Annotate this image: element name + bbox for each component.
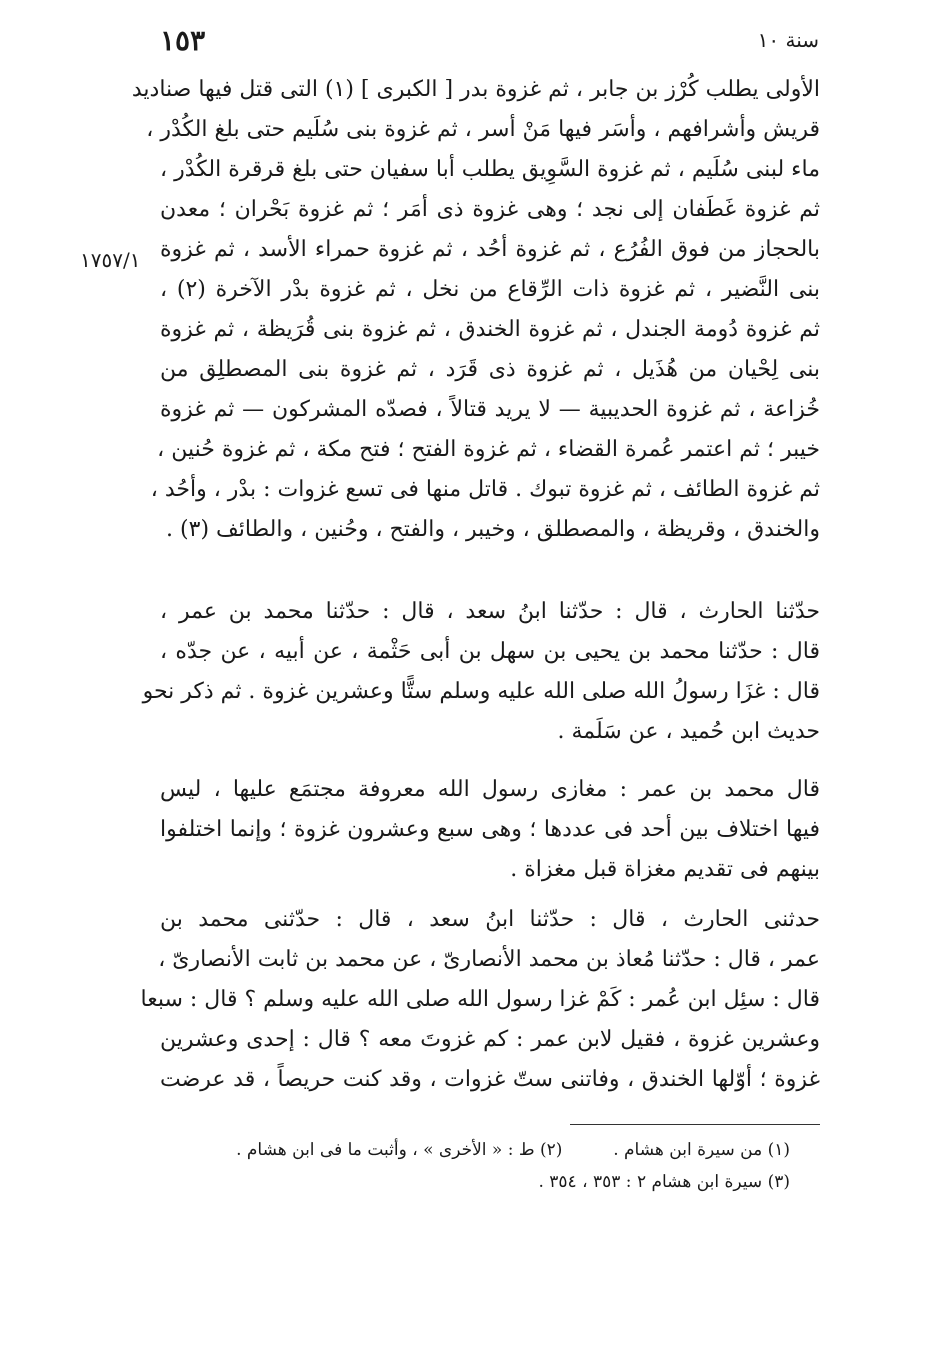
running-header-year: سنة ١٠ [757,28,819,52]
page-number: ١٥٣ [160,24,206,57]
text-line: غزوة ؛ أوّلها الخندق ، وفاتنى ستّ غزوات ، وقد كنت حريصاً ، قد عرضت [160,1067,820,1092]
footnote-row [180,1134,790,1166]
text-line: حدثنى الحارث ، قال : حدّثنا ابنُ سعد ، قال : حدّثنى محمد بن [160,907,820,932]
footnote-divider [570,1124,820,1125]
text-line: قريش وأشرافهم ، وأسَر فيها مَنْ أسر ، ثم غزوة بنى سُلَيم حتى بلغ الكُدْر ، [146,117,820,142]
text-line: بنى لِحْيان من هُذَيل ، ثم غزوة ذى قَرَد ، ثم غزوة بنى المصطلِق من [160,357,820,382]
text-line: قال محمد بن عمر : مغازى رسول الله معروفة مجتمَع عليها ، ليس [160,777,820,802]
text-line: قال : سئِل ابن عُمر : كَمْ غزا رسول الله صلى الله عليه وسلم ؟ قال : سبعا [140,987,820,1012]
paragraph-4 [140,900,820,1100]
footnotes [180,1134,790,1198]
text-line: قال : غزَا رسولُ الله صلى الله عليه وسلم ستًّا وعشرين غزوة . ثم ذكر نحو [142,679,820,704]
text-line: خُزاعة ، ثم غزوة الحديبية — لا يريد قتالاً ، فصدّه المشركون — ثم غزوة [160,397,820,422]
text-line: بالحجاز من فوق الفُرُع ، ثم غزوة أحُد ، ثم غزوة حمراء الأسد ، ثم غزوة [160,237,820,262]
text-line: خيبر ؛ ثم اعتمر عُمرة القضاء ، ثم غزوة الفتح ؛ فتح مكة ، ثم غزوة حُنين ، [157,437,820,462]
margin-reference: ١٧٥٧/١ [80,248,141,272]
text-line: ماء لبنى سُلَيم ، ثم غزوة السَّوِيق يطلب أبا سفيان حتى بلغ قرقرة الكُدْر ، [160,157,820,182]
text-line: قال : حدّثنا محمد بن يحيى بن سهل بن أبى حَثْمة ، عن أبيه ، عن جدّه ، [160,639,820,664]
text-line: ثم غزوة الطائف ، ثم غزوة تبوك . قاتل منها فى تسع غزوات : بدْر ، وأحُد ، [150,477,820,502]
paragraph-1 [131,70,820,550]
text-line: الأولى يطلب كُرْز بن جابر ، ثم غزوة بدر [ الكبرى ] (١) التى قتل فيها صناديد [131,77,820,102]
footnote-1: (١) من سيرة ابن هشام . [613,1140,790,1160]
text-line: بنى النَّضير ، ثم غزوة ذات الرِّقاع من نخل ، ثم غزوة بدْر الآخرة (٢) ، [160,277,820,302]
paragraph-2 [142,592,820,752]
paragraph-3 [160,770,820,890]
text-line: فيها اختلاف بين أحد فى عددها ؛ وهى سبع وعشرون غزوة ؛ وإنما اختلفوا [160,817,820,842]
footnote-row [180,1166,790,1198]
text-line: ثم غزوة دُومة الجندل ، ثم غزوة الخندق ، ثم غزوة بنى قُرَيظة ، ثم غزوة [160,317,820,342]
text-line: وعشرين غزوة ، فقيل لابن عمر : كم غزوتَ معه ؟ قال : إحدى وعشرين [160,1027,820,1052]
text-line: حدّثنا الحارث ، قال : حدّثنا ابنُ سعد ، قال : حدّثنا محمد بن عمر ، [160,599,820,624]
text-line: بينهم فى تقديم مغزاة قبل مغزاة . [510,857,820,882]
text-line: حديث ابن حُميد ، عن سَلَمة . [557,719,820,744]
text-line: والخندق ، وقريظة ، والمصطلق ، وخيبر ، والفتح ، وحُنين ، والطائف (٣) . [166,517,820,542]
text-line: ثم غزوة غَطَفان إلى نجد ؛ وهى غزوة ذى أمَر ؛ ثم غزوة بَحْران ؛ معدن [160,197,820,222]
text-line: عمر ، قال : حدّثنا مُعاذ بن محمد الأنصارىّ ، عن محمد بن ثابت الأنصارىّ ، [158,947,820,972]
footnote-2: (٢) ط : « الأخرى » ، وأثبت ما فى ابن هشام . [236,1140,563,1160]
footnote-3: (٣) سيرة ابن هشام ٢ : ٣٥٣ ، ٣٥٤ . [538,1172,790,1192]
